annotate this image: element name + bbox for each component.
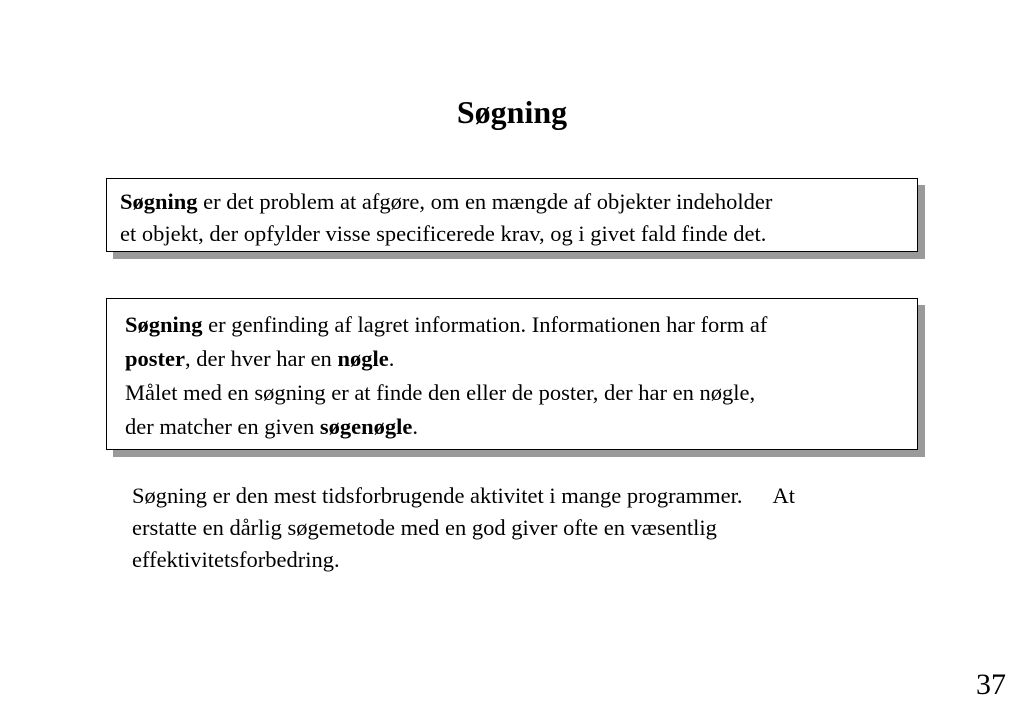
paragraph-line-3: effektivitetsforbedring. xyxy=(132,547,340,572)
term-sogning: Søgning xyxy=(120,189,198,214)
definition-1-line-2: et objekt, der opfylder visse specificerede krav, og i givet fald finde det. xyxy=(120,221,767,246)
term-poster: poster xyxy=(125,346,185,371)
definition-2-line-4-text: der matcher en given xyxy=(125,414,320,439)
body-paragraph xyxy=(132,480,932,576)
paragraph-line-1-text: Søgning er den mest tidsforbrugende aktivitet i mange programmer. xyxy=(132,483,743,508)
definition-2-line-1-text: er genfinding af lagret information. Informationen har form af xyxy=(202,312,768,337)
page-number: 37 xyxy=(976,668,1006,701)
term-sogning: Søgning xyxy=(125,312,203,337)
definition-1-line-1-text: er det problem at afgøre, om en mængde af objekter indeholder xyxy=(197,189,773,214)
definition-2-line-3: Målet med en søgning er at finde den eller de poster, der har en nøgle, xyxy=(125,380,756,405)
definition-2-line-2-end: . xyxy=(388,346,395,371)
paragraph-line-2: erstatte en dårlig søgemetode med en god giver ofte en væsentlig xyxy=(132,515,717,540)
paragraph-line-1-end: At xyxy=(772,483,795,508)
paragraph-line-1 xyxy=(132,480,932,512)
definition-2-line-2 xyxy=(125,342,917,376)
definition-2-line-4 xyxy=(125,410,917,444)
term-sogenogle: søgenøgle xyxy=(319,414,413,439)
page-title: Søgning xyxy=(456,94,568,130)
definition-2-line-2-text: , der hver har en xyxy=(185,346,338,371)
definition-1-line-1 xyxy=(120,186,917,218)
definition-2-line-4-end: . xyxy=(412,414,419,439)
definition-2-line-1 xyxy=(125,308,917,342)
term-nogle: nøgle xyxy=(337,346,389,371)
definition-box-2 xyxy=(106,298,918,450)
definition-box-1 xyxy=(106,178,918,252)
